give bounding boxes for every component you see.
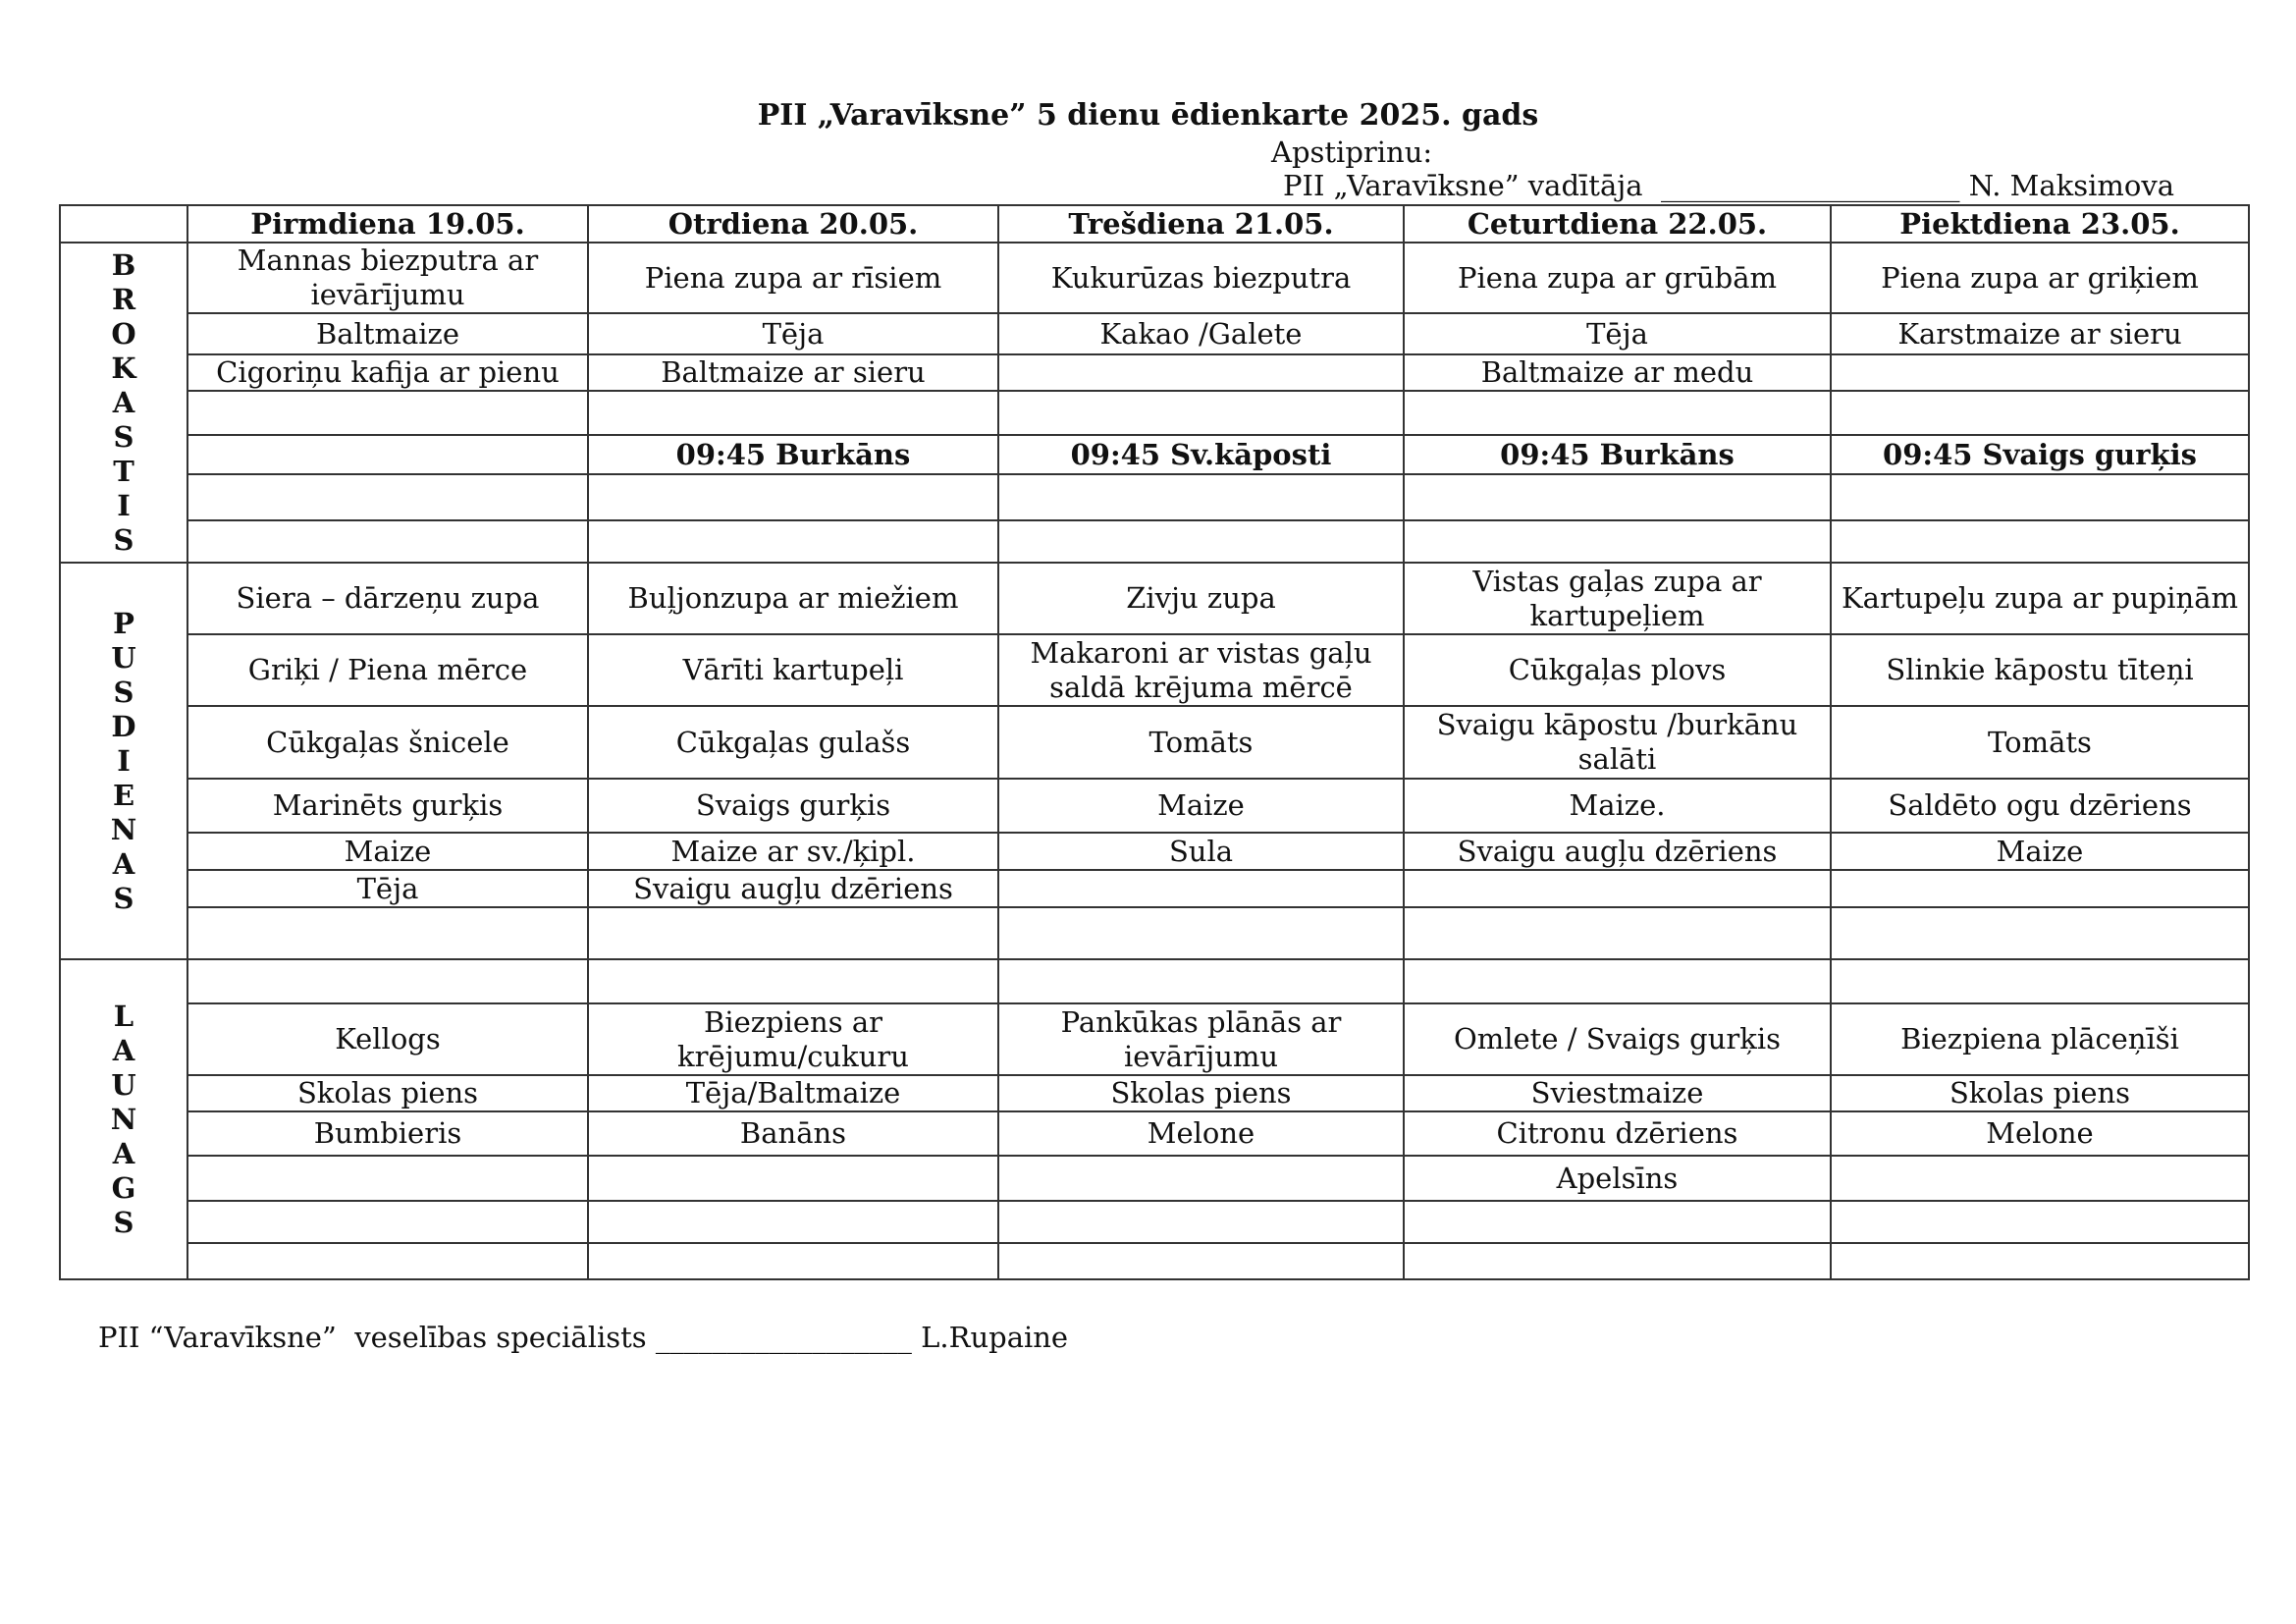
menu-cell — [1404, 870, 1831, 907]
corner-cell — [60, 205, 187, 243]
menu-cell: Svaigu augļu dzēriens — [588, 870, 998, 907]
menu-cell: 09:45 Svaigs gurķis — [1831, 435, 2249, 474]
meal-letter: E — [112, 778, 135, 812]
menu-cell: Sviestmaize — [1404, 1075, 1831, 1111]
menu-cell: Kakao /Galete — [998, 313, 1404, 354]
approval-signature-line: _____________________ — [1660, 169, 1960, 202]
menu-cell: Saldēto ogu dzēriens — [1831, 779, 2249, 833]
menu-cell: Svaigu augļu dzēriens — [1404, 833, 1831, 870]
menu-cell: Cūkgaļas plovs — [1404, 634, 1831, 706]
menu-cell: Skolas piens — [187, 1075, 588, 1111]
approval-name: N. Maksimova — [1968, 169, 2175, 202]
day-header: Otrdiena 20.05. — [588, 205, 998, 243]
menu-cell — [998, 1156, 1404, 1201]
menu-cell — [1404, 1201, 1831, 1243]
meal-letter: N — [110, 1102, 137, 1136]
menu-cell — [187, 1156, 588, 1201]
menu-cell — [588, 907, 998, 959]
meal-letter: N — [110, 812, 137, 846]
menu-cell: Maize. — [1404, 779, 1831, 833]
menu-cell: Tēja/Baltmaize — [588, 1075, 998, 1111]
meal-row — [60, 870, 2249, 907]
meal-row — [60, 706, 2249, 779]
menu-cell — [1831, 1156, 2249, 1201]
day-header: Piektdiena 23.05. — [1831, 205, 2249, 243]
menu-cell: Melone — [998, 1111, 1404, 1156]
menu-cell — [998, 870, 1404, 907]
menu-cell: Sula — [998, 833, 1404, 870]
meal-letter: S — [113, 522, 134, 557]
menu-cell: Piena zupa ar grūbām — [1404, 243, 1831, 313]
menu-cell: 09:45 Sv.kāposti — [998, 435, 1404, 474]
menu-cell — [1404, 520, 1831, 563]
meal-letter: S — [113, 675, 134, 709]
menu-cell — [1831, 520, 2249, 563]
meal-letter: K — [111, 351, 136, 385]
menu-cell: Baltmaize — [187, 313, 588, 354]
menu-cell: Tēja — [588, 313, 998, 354]
menu-cell — [1831, 907, 2249, 959]
menu-cell: Zivju zupa — [998, 563, 1404, 634]
menu-cell: Karstmaize ar sieru — [1831, 313, 2249, 354]
menu-cell: Tēja — [1404, 313, 1831, 354]
meal-row — [60, 563, 2249, 634]
meal-row — [60, 779, 2249, 833]
menu-cell: Maize — [1831, 833, 2249, 870]
footer — [98, 1321, 1068, 1354]
menu-cell: Svaigu kāpostu /burkānu salāti — [1404, 706, 1831, 779]
meal-letter: P — [113, 606, 134, 640]
meal-letter: D — [111, 709, 136, 743]
menu-body — [60, 243, 2249, 1279]
menu-cell: Biezpiena plāceņīši — [1831, 1003, 2249, 1075]
menu-cell — [187, 474, 588, 520]
menu-cell — [187, 1201, 588, 1243]
meal-row — [60, 634, 2249, 706]
menu-cell: Baltmaize ar sieru — [588, 354, 998, 391]
menu-cell: Tēja — [187, 870, 588, 907]
meal-letter: A — [112, 1136, 135, 1170]
meal-label-brokastis — [60, 243, 187, 563]
menu-cell — [187, 1243, 588, 1279]
meal-row — [60, 1075, 2249, 1111]
approval-position: PII „Varavīksne” vadītāja — [1283, 169, 1643, 202]
menu-cell — [588, 474, 998, 520]
menu-cell: Cigoriņu kafija ar pienu — [187, 354, 588, 391]
menu-cell — [588, 391, 998, 435]
menu-table — [59, 204, 2250, 1280]
meal-letter: L — [113, 999, 134, 1033]
menu-cell — [1831, 1201, 2249, 1243]
menu-cell — [998, 1201, 1404, 1243]
menu-cell: Maize ar sv./ķipl. — [588, 833, 998, 870]
menu-cell — [1404, 474, 1831, 520]
meal-letter: R — [111, 282, 136, 316]
meal-row — [60, 474, 2249, 520]
meal-letter: T — [113, 454, 134, 488]
day-header: Trešdiena 21.05. — [998, 205, 1404, 243]
meal-letter: G — [111, 1170, 136, 1205]
menu-cell — [1831, 354, 2249, 391]
meal-row — [60, 1201, 2249, 1243]
menu-cell — [998, 354, 1404, 391]
meal-row — [60, 313, 2249, 354]
menu-cell: Skolas piens — [998, 1075, 1404, 1111]
menu-cell: Siera – dārzeņu zupa — [187, 563, 588, 634]
menu-cell: Piena zupa ar rīsiem — [588, 243, 998, 313]
menu-cell — [998, 391, 1404, 435]
menu-cell: Griķi / Piena mērce — [187, 634, 588, 706]
menu-cell: Slinkie kāpostu tīteņi — [1831, 634, 2249, 706]
menu-cell — [187, 520, 588, 563]
menu-cell — [588, 959, 998, 1003]
meal-letter: S — [113, 881, 134, 915]
menu-cell: Marinēts gurķis — [187, 779, 588, 833]
menu-cell: Banāns — [588, 1111, 998, 1156]
meal-label-launags — [60, 959, 187, 1279]
meal-row — [60, 959, 2249, 1003]
menu-cell — [588, 520, 998, 563]
menu-cell: Maize — [998, 779, 1404, 833]
menu-cell — [588, 1201, 998, 1243]
footer-name: L.Rupaine — [921, 1321, 1069, 1354]
meal-row — [60, 1003, 2249, 1075]
meal-letter: B — [111, 247, 136, 282]
menu-cell: Mannas biezputra ar ievārījumu — [187, 243, 588, 313]
menu-cell — [1404, 1243, 1831, 1279]
meal-row — [60, 1156, 2249, 1201]
meal-letter: I — [117, 488, 131, 522]
menu-cell — [187, 391, 588, 435]
footer-signature-line: __________________ — [655, 1321, 912, 1354]
meal-row — [60, 243, 2249, 313]
menu-cell: Melone — [1831, 1111, 2249, 1156]
menu-cell — [998, 520, 1404, 563]
menu-cell — [1404, 907, 1831, 959]
menu-cell: Kellogs — [187, 1003, 588, 1075]
menu-cell: Svaigs gurķis — [588, 779, 998, 833]
menu-cell: Tomāts — [1831, 706, 2249, 779]
menu-cell: Tomāts — [998, 706, 1404, 779]
meal-row — [60, 833, 2249, 870]
menu-cell: Skolas piens — [1831, 1075, 2249, 1111]
meal-row — [60, 391, 2249, 435]
menu-cell: Biezpiens ar krējumu/cukuru — [588, 1003, 998, 1075]
meal-letter: S — [113, 1205, 134, 1239]
menu-cell: Omlete / Svaigs gurķis — [1404, 1003, 1831, 1075]
meal-row — [60, 1243, 2249, 1279]
menu-cell: Piena zupa ar griķiem — [1831, 243, 2249, 313]
menu-cell — [1404, 959, 1831, 1003]
menu-cell: Pankūkas plānās ar ievārījumu — [998, 1003, 1404, 1075]
menu-cell: Bumbieris — [187, 1111, 588, 1156]
menu-cell — [998, 907, 1404, 959]
meal-row — [60, 354, 2249, 391]
meal-letter: A — [112, 385, 135, 419]
menu-cell — [1831, 1243, 2249, 1279]
meal-label-pusdienas — [60, 563, 187, 959]
menu-cell: Cūkgaļas šnicele — [187, 706, 588, 779]
menu-cell: 09:45 Burkāns — [588, 435, 998, 474]
meal-row — [60, 520, 2249, 563]
meal-letter: A — [112, 1033, 135, 1067]
menu-cell — [1831, 391, 2249, 435]
menu-cell: Citronu dzēriens — [1404, 1111, 1831, 1156]
menu-cell — [998, 1243, 1404, 1279]
menu-cell: Vistas gaļas zupa ar kartupeļiem — [1404, 563, 1831, 634]
menu-cell — [187, 907, 588, 959]
menu-cell — [1831, 870, 2249, 907]
menu-cell: Apelsīns — [1404, 1156, 1831, 1201]
menu-cell — [588, 1243, 998, 1279]
page-title: PII „Varavīksne” 5 dienu ēdienkarte 2025. gads — [757, 98, 1539, 133]
footer-position: PII “Varavīksne” veselības speciālists — [98, 1321, 647, 1354]
menu-cell: Kartupeļu zupa ar pupiņām — [1831, 563, 2249, 634]
menu-cell: Maize — [187, 833, 588, 870]
menu-cell — [588, 1156, 998, 1201]
menu-cell — [1404, 391, 1831, 435]
day-header: Pirmdiena 19.05. — [187, 205, 588, 243]
approval-label: Apstiprinu: — [1271, 135, 1433, 169]
meal-letter: I — [117, 743, 131, 778]
menu-cell: Kukurūzas biezputra — [998, 243, 1404, 313]
menu-cell — [1831, 474, 2249, 520]
menu-cell — [187, 959, 588, 1003]
approval-line — [1283, 169, 2174, 202]
meal-row — [60, 907, 2249, 959]
meal-row — [60, 435, 2249, 474]
menu-cell: 09:45 Burkāns — [1404, 435, 1831, 474]
menu-cell — [187, 435, 588, 474]
meal-row — [60, 1111, 2249, 1156]
day-header: Ceturtdiena 22.05. — [1404, 205, 1831, 243]
menu-cell — [998, 959, 1404, 1003]
menu-cell — [998, 474, 1404, 520]
meal-letter: S — [113, 419, 134, 454]
meal-letter: A — [112, 846, 135, 881]
day-header-row — [60, 205, 2249, 243]
meal-letter: U — [111, 1067, 136, 1102]
meal-letter: O — [111, 316, 136, 351]
menu-cell: Cūkgaļas gulašs — [588, 706, 998, 779]
menu-cell: Vārīti kartupeļi — [588, 634, 998, 706]
menu-cell: Buļjonzupa ar miežiem — [588, 563, 998, 634]
meal-letter: U — [111, 640, 136, 675]
menu-cell: Makaroni ar vistas gaļu saldā krējuma mērcē — [998, 634, 1404, 706]
menu-cell: Baltmaize ar medu — [1404, 354, 1831, 391]
menu-cell — [1831, 959, 2249, 1003]
